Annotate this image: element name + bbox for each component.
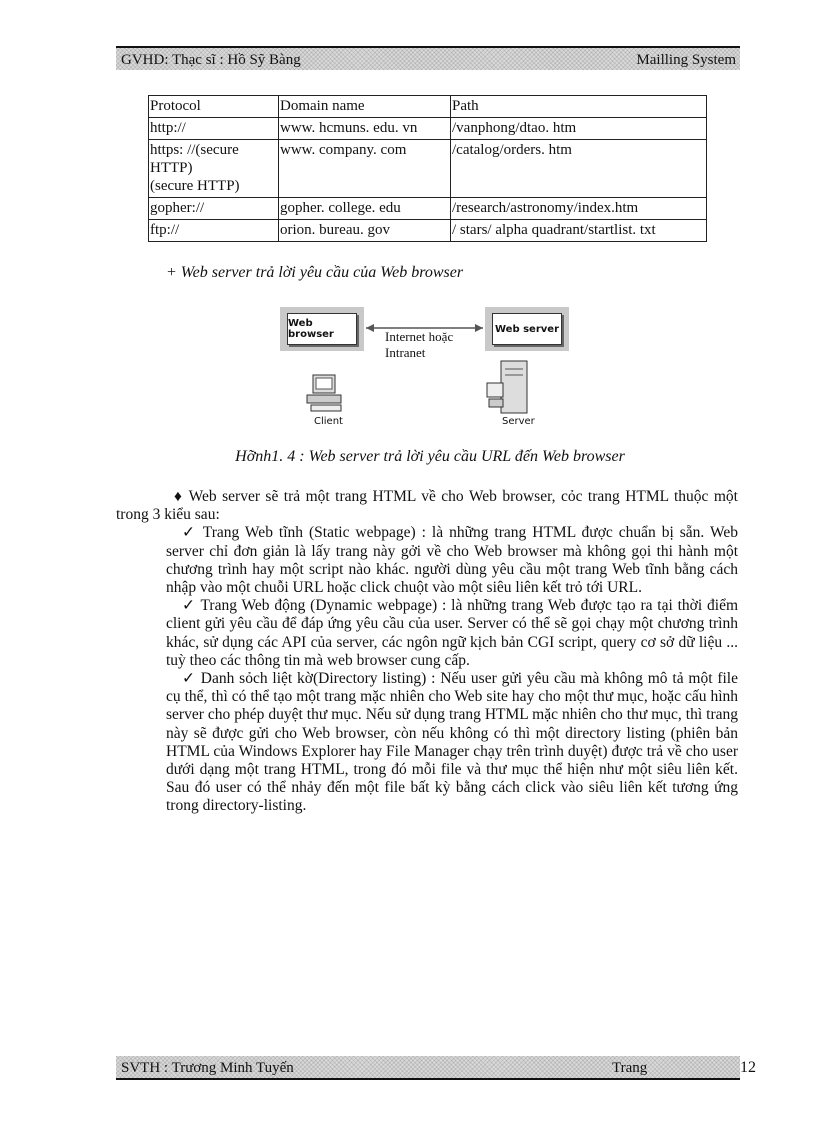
page-number: 12 <box>740 1059 756 1076</box>
table-cell: / stars/ alpha quadrant/startlist. txt <box>451 220 707 242</box>
table-cell: www. company. com <box>279 140 451 198</box>
table-row <box>149 220 707 242</box>
dynamic-webpage-paragraph: ✓ Trang Web động (Dynamic webpage) : là những trang Web được tạo ra tại thời điểm client gửi yêu cầu để đáp ứng yêu cầu của user. Server có thể sẽ gọi chạy một chương trình khác, sử dụng các API của server, các ngôn ngữ kịch bản CGI script, query cơ sở dữ liệu ... tuỳ theo các thông tin mà web browser cung cấp. <box>166 597 738 669</box>
table-cell: gopher. college. edu <box>279 198 451 220</box>
directory-listing-paragraph: ✓ Danh sỏch liệt kờ(Directory listing) : Nếu user gửi yêu cầu mà không mô tả một file cụ thể, thì có thể tạo một trang mặc nhiên cho Web site hay cho một thư mục, hoặc cấu hình server cho phép duyệt thư mục. Nếu sử dụng trang HTML mặc nhiên cho thư mục, thì trang này sẽ được gửi cho Web browser, còn nếu không có thì một directory listing (phiên bản HTML của Windows Explorer hay File Manager chạy trên trình duyệt) được trả về cho user dưới dạng một trang HTML, trong đó mỗi file và thư mục thể hiện như một siêu liên kết. Sau đó user có thể nhảy đến một file bất kỳ bằng cách click vào siêu liên kết tương ứng trong directory-listing. <box>166 670 738 815</box>
table-cell: www. hcmuns. edu. vn <box>279 118 451 140</box>
server-label: Server <box>502 416 535 427</box>
table-row <box>149 140 707 198</box>
network-label: Internet hoặc Intranet <box>385 329 454 360</box>
table-cell: https: //(secure HTTP) (secure HTTP) <box>149 140 279 198</box>
url-components-table <box>148 95 707 242</box>
section-caption: + Web server trả lời yêu cầu của Web browser <box>166 264 464 281</box>
table-cell: Protocol <box>149 96 279 118</box>
figure-caption: Hỡnh1. 4 : Web server trả lời yêu cầu URL đến Web browser <box>235 448 625 465</box>
table-row <box>149 198 707 220</box>
header-title: Mailling System <box>636 52 736 68</box>
static-webpage-paragraph: ✓ Trang Web tĩnh (Static webpage) : là những trang HTML được chuẩn bị sẵn. Web server chỉ đơn giản là lấy trang này gởi về cho Web browser mà không gọi thi hành một chương trình hay một script nào khác. người dùng yêu cầu một trang Web tĩnh bằng cách nhập vào một chuỗi URL hoặc click chuột vào một siêu liên kết trỏ tới URL. <box>166 524 738 597</box>
table-cell: /vanphong/dtao. htm <box>451 118 707 140</box>
table-row <box>149 118 707 140</box>
web-server-label: Web server <box>492 313 562 345</box>
server-computer-icon <box>487 361 527 413</box>
table-cell: orion. bureau. gov <box>279 220 451 242</box>
table-cell: /catalog/orders. htm <box>451 140 707 198</box>
page-footer <box>116 1056 740 1080</box>
table-cell: Path <box>451 96 707 118</box>
arrow-head-left <box>366 324 374 332</box>
table-cell: /research/astronomy/index.htm <box>451 198 707 220</box>
table-cell: gopher:// <box>149 198 279 220</box>
web-request-diagram <box>280 305 570 435</box>
client-label: Client <box>314 416 343 427</box>
table-cell: ftp:// <box>149 220 279 242</box>
arrow-head-right <box>475 324 483 332</box>
header-advisor: GVHD: Thạc sĩ : Hồ Sỹ Bàng <box>121 52 301 68</box>
footer-student: SVTH : Trương Minh Tuyến <box>121 1060 294 1076</box>
web-browser-label: Web browser <box>287 313 357 345</box>
table-cell: http:// <box>149 118 279 140</box>
body-text <box>116 488 738 816</box>
intro-paragraph: ♦ Web server sẽ trả một trang HTML về cho Web browser, cỏc trang HTML thuộc một trong 3 kiểu sau: <box>116 488 738 524</box>
client-computer-icon <box>307 375 341 411</box>
table-header-row <box>149 96 707 118</box>
table-cell: Domain name <box>279 96 451 118</box>
page-header <box>116 46 740 70</box>
footer-page-label: Trang <box>612 1060 648 1076</box>
